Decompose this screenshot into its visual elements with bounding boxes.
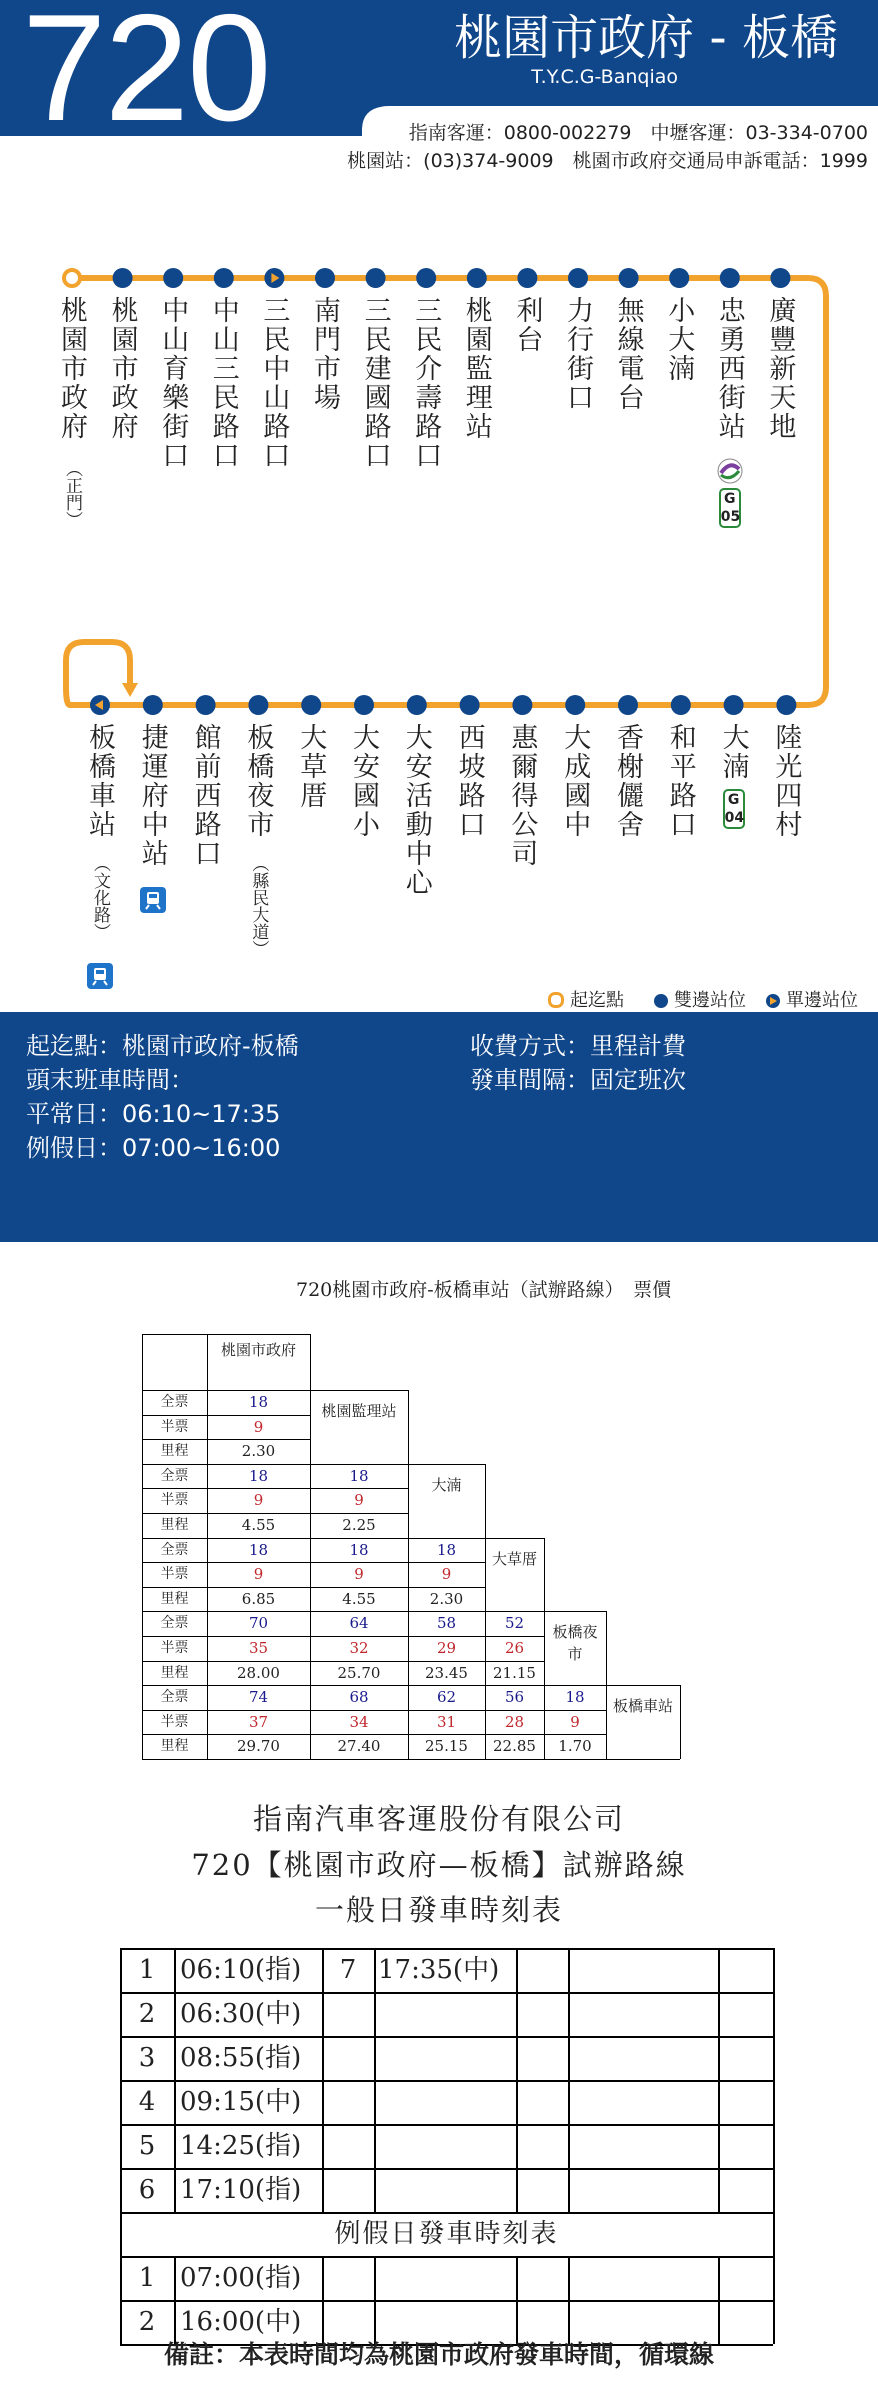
fare-cell-3-0-2: 28.00 [237, 1663, 280, 1682]
fare-vline-1-2 [310, 1464, 311, 1538]
footnote: 備註：本表時間均為桃園市政府發車時間，循環線 [163, 2340, 714, 2369]
top-stop-8-name: 桃園監理站 [460, 296, 492, 441]
both-dot-icon [654, 994, 668, 1008]
fare-cell-2-2-2: 2.30 [429, 1589, 464, 1608]
bottom-stop-4-name: 大草厝 [295, 723, 327, 810]
info-first-last-label: 頭末班車時間： [26, 1066, 194, 1094]
fare-vline-2-2 [310, 1538, 311, 1612]
holiday-vline-1 [174, 2256, 176, 2344]
fare-cell-4-0-1: 37 [248, 1712, 269, 1731]
info-holiday: 例假日：07:00~16:00 [26, 1134, 281, 1162]
top-stop-12-dot-icon [669, 268, 689, 288]
fare-label-3-1: 半票 [160, 1640, 189, 1656]
fare-vline-0-0 [142, 1390, 143, 1464]
fare-cell-4-0-2: 29.70 [237, 1737, 280, 1756]
weekday-time-4: 09:15(中) [180, 2087, 302, 2117]
fare-station-header-2: 大湳 [431, 1475, 462, 1494]
bottom-stop-0-name: 板橋車站 [84, 723, 115, 839]
top-stop-7-dot-icon [416, 268, 436, 288]
bottom-stop-13-dot-icon [776, 695, 796, 715]
bottom-stop-7-dot-icon [460, 695, 480, 715]
fare-station-header-3: 大草厝 [491, 1549, 537, 1568]
route-map [0, 160, 878, 1020]
holiday-no-2: 2 [138, 2307, 156, 2337]
bottom-stop-12-name: 大湳 [717, 723, 749, 781]
top-stop-2-dot-icon [163, 268, 183, 288]
schedule-vline-5 [568, 1948, 570, 2212]
fare-cell-3-2-1: 29 [436, 1639, 457, 1657]
top-stop-10-name: 力行街口 [562, 296, 593, 412]
fare-head-right-5 [680, 1685, 681, 1759]
top-stop-0-terminal-dot-icon [64, 270, 80, 286]
fare-border-left-head [142, 1334, 143, 1390]
bottom-stop-12-dot-icon [724, 695, 744, 715]
top-stop-5-name: 南門市場 [309, 296, 340, 412]
legend-both [654, 986, 746, 1012]
fare-cell-3-3-0: 52 [504, 1614, 525, 1633]
top-stop-4-name: 三民中山路口 [258, 296, 290, 470]
fare-vline-4-4 [485, 1685, 486, 1759]
fare-head-right-1 [408, 1390, 409, 1464]
bottom-stop-9-name: 大成國中 [559, 723, 591, 839]
top-stop-14-name: 廣豐新天地 [764, 296, 796, 441]
fare-cell-4-0-0: 74 [248, 1688, 269, 1707]
bottom-stop-4-dot-icon [301, 695, 321, 715]
legend-both-label: 雙邊站位 [674, 990, 746, 1011]
fare-cell-1-1-1: 9 [354, 1491, 364, 1510]
fare-station-header-5: 板橋車站 [612, 1697, 673, 1716]
fare-cell-4-4-1: 9 [570, 1712, 580, 1731]
fare-cell-4-4-0: 18 [565, 1688, 585, 1707]
top-stop-6-name: 三民建國路口 [359, 296, 391, 470]
info-fare-method: 收費方式：里程計費 [470, 1032, 686, 1060]
fare-cell-3-2-0: 58 [436, 1614, 457, 1633]
top-stop-9-dot-icon [517, 268, 537, 288]
fare-cell-2-2-0: 18 [436, 1540, 457, 1559]
fare-cell-1-0-0: 18 [248, 1466, 269, 1485]
fare-vline-0-1 [207, 1390, 208, 1464]
weekday-no-4: 4 [138, 2087, 156, 2117]
fare-label-1-2: 里程 [160, 1517, 189, 1533]
fare-cell-2-0-2: 6.85 [241, 1589, 276, 1608]
fare-cell-3-3-2: 21.15 [493, 1663, 536, 1682]
top-stop-10-dot-icon [568, 268, 588, 288]
fare-cell-2-0-0: 18 [248, 1540, 269, 1559]
contact-line-2: 桃園站：(03)374-9009 桃園市政府交通局申訴電話：1999 [347, 150, 868, 172]
fare-border-head-2 [310, 1334, 311, 1390]
route-number: 720 [22, 0, 270, 153]
fare-cell-2-1-2: 4.55 [342, 1589, 376, 1608]
bottom-stop-2-name: 館前西路口 [189, 723, 221, 868]
fare-vline-3-3 [408, 1611, 409, 1685]
fare-vline-3-0 [142, 1611, 143, 1685]
info-panel [0, 1012, 878, 1242]
bottom-stop-7-name: 西坡路口 [453, 723, 485, 839]
top-stop-1-name: 桃園市政府 [106, 296, 138, 441]
legend-single-label: 單邊站位 [786, 990, 858, 1011]
fare-vline-4-5 [544, 1685, 545, 1759]
info-weekday: 平常日：06:10~17:35 [26, 1100, 281, 1128]
fare-station-header-1: 桃園監理站 [321, 1402, 397, 1420]
top-stop-14-dot-icon [770, 268, 790, 288]
fare-table-title: 720桃園市政府-板橋車站（試辦路線） 票價 [296, 1279, 672, 1301]
terminal-dot-icon [548, 992, 564, 1008]
route-line [0, 160, 878, 1020]
fare-cell-3-0-0: 70 [248, 1614, 269, 1633]
holiday-title-right [773, 2212, 775, 2256]
schedule-route-title: 720【桃園市政府—板橋】試辦路線 [191, 1848, 687, 1882]
fare-border-head-1 [207, 1334, 208, 1390]
fare-cell-4-2-1: 31 [436, 1712, 457, 1731]
holiday-vline-5 [568, 2256, 570, 2344]
loop-arrow-icon [122, 683, 138, 697]
fare-label-1-0: 全票 [160, 1467, 189, 1484]
bottom-stop-11-dot-icon [671, 695, 691, 715]
weekday-no-6: 6 [138, 2175, 156, 2205]
info-interval: 發車間隔：固定班次 [470, 1066, 686, 1094]
fare-label-4-0: 全票 [160, 1689, 189, 1706]
top-stop-6-dot-icon [366, 268, 386, 288]
holiday-title-left [120, 2212, 122, 2256]
fare-label-4-2: 里程 [160, 1738, 189, 1755]
top-stop-7-name: 三民介壽路口 [410, 296, 442, 470]
holiday-time-2: 16:00(中) [180, 2307, 302, 2337]
top-stop-0-name: 桃園市政府 [56, 296, 87, 441]
weekday-no-2: 2 [138, 1999, 156, 2029]
badge-letter: G [727, 792, 740, 808]
top-stop-8-dot-icon [467, 268, 487, 288]
weekday-time-3: 08:55(指) [180, 2043, 302, 2073]
fare-vline-3-1 [207, 1611, 208, 1685]
fare-cell-4-2-2: 25.15 [425, 1737, 468, 1756]
holiday-time-1: 07:00(指) [180, 2263, 302, 2293]
fare-cell-2-2-1: 9 [441, 1565, 452, 1584]
fare-cell-2-1-1: 9 [354, 1565, 364, 1584]
fare-cell-2-0-1: 9 [253, 1565, 264, 1584]
fare-border-bottom [142, 1759, 680, 1760]
top-stop-11-dot-icon [619, 268, 639, 288]
badge-number: 05 [720, 509, 741, 525]
fare-label-3-0: 全票 [160, 1615, 189, 1632]
bottom-stop-5-name: 大安國小 [348, 723, 379, 839]
fare-cell-0-0-1: 9 [253, 1417, 264, 1436]
top-stop-13-name: 忠勇西街站 [713, 296, 745, 441]
bottom-stop-8-dot-icon [512, 695, 532, 715]
fare-vline-2-0 [142, 1538, 143, 1612]
bottom-stop-9-dot-icon [565, 695, 585, 715]
weekday-time-7: 17:35(中) [378, 1955, 500, 1985]
bottom-stop-3-name: 板橋夜市 [242, 723, 274, 839]
bottom-stop-10-name: 香榭儷舍 [612, 723, 643, 839]
single-dot-icon [766, 994, 780, 1008]
fare-vline-4-2 [310, 1685, 311, 1759]
top-stop-13-dot-icon [720, 268, 740, 288]
fare-cell-4-3-1: 28 [504, 1712, 525, 1731]
bottom-stop-10-dot-icon [618, 695, 638, 715]
top-stop-2-name: 中山育樂街口 [157, 296, 189, 470]
holiday-vline-6 [718, 2256, 720, 2344]
holiday-no-1: 1 [138, 2263, 156, 2293]
fare-head-right-4 [606, 1611, 607, 1685]
weekday-time-6: 17:10(指) [180, 2175, 302, 2205]
fare-head-right-2 [485, 1464, 486, 1538]
top-stop-3-name: 中山三民路口 [207, 296, 239, 470]
fare-cell-2-1-0: 18 [349, 1540, 369, 1559]
fare-cell-4-1-2: 27.40 [337, 1737, 381, 1756]
fare-station-header-0: 桃園市政府 [220, 1341, 296, 1359]
weekday-no-7: 7 [339, 1955, 357, 1985]
header-banner [0, 0, 878, 172]
fare-head-top-5 [606, 1685, 680, 1686]
fare-vline-2-1 [207, 1538, 208, 1612]
fare-vline-4-1 [207, 1685, 208, 1759]
fare-vline-4-3 [408, 1685, 409, 1759]
fare-vline-4-0 [142, 1685, 143, 1759]
holiday-vline-7 [773, 2256, 775, 2344]
fare-cell-4-3-0: 56 [504, 1688, 525, 1707]
fare-label-0-2: 里程 [160, 1443, 189, 1460]
holiday-schedule-title: 例假日發車時刻表 [334, 2219, 559, 2249]
top-stop-11-name: 無線電台 [612, 296, 644, 412]
fare-cell-3-1-0: 64 [349, 1614, 369, 1633]
fare-cell-1-0-1: 9 [253, 1491, 264, 1510]
weekday-no-3: 3 [138, 2043, 156, 2073]
bottom-stop-6-dot-icon [407, 695, 427, 715]
fare-head-top-4 [544, 1611, 606, 1612]
bottom-stop-2-dot-icon [196, 695, 216, 715]
fare-cell-0-0-2: 2.30 [241, 1442, 276, 1461]
holiday-vline-4 [516, 2256, 518, 2344]
schedule-vline-6 [718, 1948, 720, 2212]
holiday-vline-3 [374, 2256, 376, 2344]
fare-label-0-1: 半票 [160, 1418, 189, 1435]
fare-head-top-2 [408, 1464, 485, 1465]
top-stop-3-dot-icon [214, 268, 234, 288]
weekday-time-5: 14:25(指) [180, 2131, 302, 2161]
contact-line-1: 指南客運：0800-002279 中壢客運：03-334-0700 [408, 122, 868, 144]
fare-cell-3-3-1: 26 [504, 1639, 525, 1657]
weekday-time-1: 06:10(指) [180, 1955, 302, 1985]
fare-cell-4-3-2: 22.85 [493, 1737, 536, 1756]
fare-cell-3-0-1: 35 [248, 1639, 269, 1657]
route-name-en: T.Y.C.G-Banqiao [531, 66, 678, 88]
top-stop-12-name: 小大湳 [663, 296, 695, 383]
fare-head-right-3 [544, 1538, 545, 1612]
weekday-no-1: 1 [138, 1955, 156, 1985]
bottom-stop-13-name: 陸光四村 [770, 723, 802, 839]
badge-number: 04 [724, 810, 745, 826]
fare-vline-3-4 [485, 1611, 486, 1685]
fare-label-3-2: 里程 [160, 1664, 189, 1681]
fare-vline-1-1 [207, 1464, 208, 1538]
fare-cell-3-1-1: 32 [349, 1639, 369, 1657]
route-name: 桃園市政府 - 板橋 [454, 10, 838, 66]
schedule-vline-3 [374, 1948, 376, 2212]
fare-cell-4-2-0: 62 [436, 1688, 457, 1707]
weekday-no-5: 5 [138, 2131, 156, 2161]
bottom-stop-0-train-icon [87, 963, 113, 993]
fare-vline-2-3 [408, 1538, 409, 1612]
badge-letter: G [724, 491, 736, 507]
schedule-vline-7 [773, 1948, 775, 2212]
bottom-stop-1-dot-icon [143, 695, 163, 715]
legend-terminal [548, 986, 624, 1012]
fare-cell-1-0-2: 4.55 [241, 1516, 276, 1534]
bottom-stop-3-dot-icon [248, 695, 268, 715]
fare-cell-4-4-2: 1.70 [558, 1737, 592, 1756]
info-terminals: 起迄點：桃園市政府-板橋 [26, 1032, 299, 1060]
weekday-schedule-title: 一般日發車時刻表 [314, 1893, 563, 1927]
fare-label-4-1: 半票 [160, 1713, 189, 1730]
bottom-stop-3-sub: （縣民大道） [248, 855, 269, 957]
bottom-stop-6-name: 大安活動中心 [400, 723, 432, 897]
company-name: 指南汽車客運股份有限公司 [252, 1802, 625, 1836]
fare-cell-3-2-2: 23.45 [425, 1663, 468, 1682]
fare-station-header-4: 板橋夜市 [552, 1623, 598, 1664]
bottom-stop-0-sub: （文化路） [90, 855, 110, 940]
bottom-stop-8-name: 惠爾得公司 [506, 723, 538, 868]
fare-vline-3-2 [310, 1611, 311, 1685]
top-stop-5-dot-icon [315, 268, 335, 288]
legend-single [766, 986, 858, 1012]
bottom-stop-5-dot-icon [354, 695, 374, 715]
top-stop-1-dot-icon [113, 268, 133, 288]
fare-label-1-1: 半票 [160, 1492, 189, 1509]
fare-label-2-0: 全票 [160, 1541, 189, 1558]
fare-vline-1-0 [142, 1464, 143, 1538]
bottom-stop-1-name: 捷運府中站 [136, 723, 168, 868]
bottom-stop-12-line-badge [723, 789, 745, 829]
top-stop-13-line-badge [719, 488, 741, 528]
fare-head-top-3 [485, 1538, 544, 1539]
legend-terminal-label: 起迄點 [570, 990, 624, 1011]
fare-head-top-1 [310, 1390, 408, 1391]
fare-label-2-1: 半票 [160, 1566, 189, 1583]
bottom-stop-11-name: 和平路口 [664, 723, 696, 839]
weekday-time-2: 06:30(中) [180, 1999, 302, 2029]
top-stop-9-name: 利台 [511, 296, 543, 354]
schedule-vline-1 [174, 1948, 176, 2212]
metro-g-icon [717, 458, 743, 488]
fare-cell-4-1-0: 68 [349, 1688, 369, 1707]
fare-label-0-0: 全票 [160, 1394, 189, 1410]
fare-cell-0-0-0: 18 [248, 1393, 269, 1411]
fare-cell-1-1-2: 2.25 [342, 1516, 376, 1534]
fare-cell-3-1-2: 25.70 [337, 1663, 381, 1682]
fare-cell-4-1-1: 34 [349, 1712, 369, 1731]
top-stop-0-sub: （正門） [62, 460, 82, 528]
bottom-stop-1-train-icon [140, 887, 166, 917]
fare-label-2-2: 里程 [160, 1590, 189, 1607]
fare-cell-1-1-0: 18 [349, 1466, 369, 1485]
